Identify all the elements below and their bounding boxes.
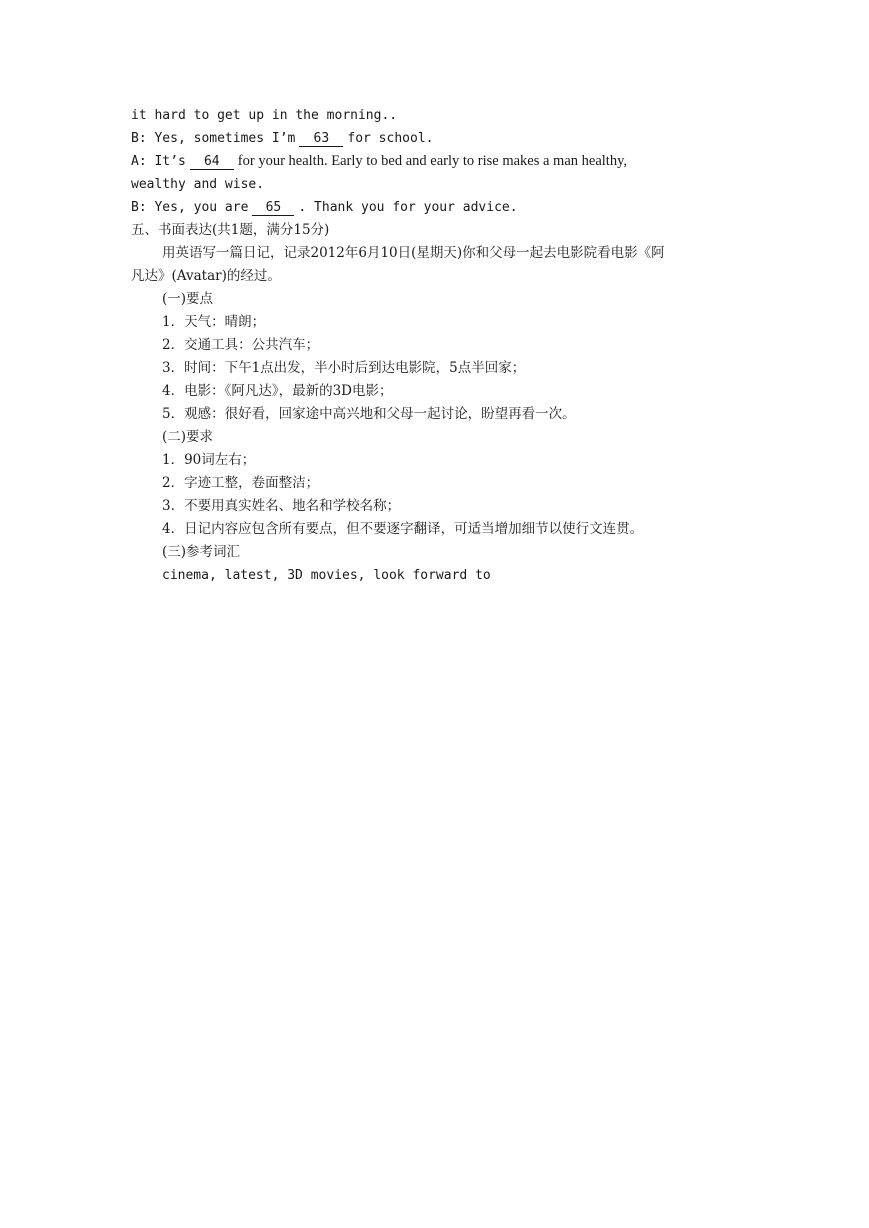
prompt-line-2: 凡达》(Avatar)的经过。 [131, 268, 281, 284]
point-item: 2．交通工具：公共汽车； [162, 337, 320, 353]
dialogue-line-5-before: B: Yes, you are [131, 200, 249, 215]
requirements-heading: (二)要求 [162, 429, 214, 445]
point-item: 3．时间：下午1点出发，半小时后到达电影院，5点半回家； [162, 360, 526, 376]
blank-65[interactable]: 65 [252, 201, 294, 216]
dialogue-line-2-after: for school. [347, 131, 434, 146]
dialogue-line-5 [131, 196, 741, 219]
vocab-heading: (三)参考词汇 [162, 544, 241, 560]
dialogue-line-5-after: . Thank you for your advice. [298, 200, 518, 215]
requirement-item: 2．字迹工整，卷面整洁； [162, 475, 320, 491]
dialogue-line-2 [131, 127, 741, 150]
requirement-item: 1．90词左右； [162, 452, 256, 468]
vocab-list: cinema, latest, 3D movies, look forward to [162, 568, 491, 583]
dialogue-line-3 [131, 150, 741, 173]
point-item: 4．电影：《阿凡达》，最新的3D电影； [162, 383, 393, 399]
dialogue-line-3-before: A: It’s [131, 154, 186, 169]
blank-64[interactable]: 64 [190, 155, 234, 170]
dialogue-line-3-after: for your health. Early to bed and early to rise makes a man healthy, [237, 153, 628, 169]
dialogue-line-1: it hard to get up in the morning.. [131, 108, 398, 123]
requirement-item: 3．不要用真实姓名、地名和学校名称； [162, 498, 401, 514]
dialogue-line-4: wealthy and wise. [131, 177, 265, 192]
section-heading: 五、书面表达(共1题，满分15分) [131, 222, 330, 238]
points-heading: (一)要点 [162, 291, 214, 307]
blank-63[interactable]: 63 [299, 132, 343, 147]
point-item: 1．天气：晴朗； [162, 314, 266, 330]
document-page [131, 104, 741, 587]
prompt-line-1: 用英语写一篇日记，记录2012年6月10日(星期天)你和父母一起去电影院看电影《阿 [162, 245, 665, 261]
dialogue-line-2-before: B: Yes, sometimes I’m [131, 131, 296, 146]
point-item: 5．观感：很好看，回家途中高兴地和父母一起讨论，盼望再看一次。 [162, 406, 576, 422]
requirement-item: 4．日记内容应包含所有要点，但不要逐字翻译，可适当增加细节以使行文连贯。 [162, 521, 644, 537]
